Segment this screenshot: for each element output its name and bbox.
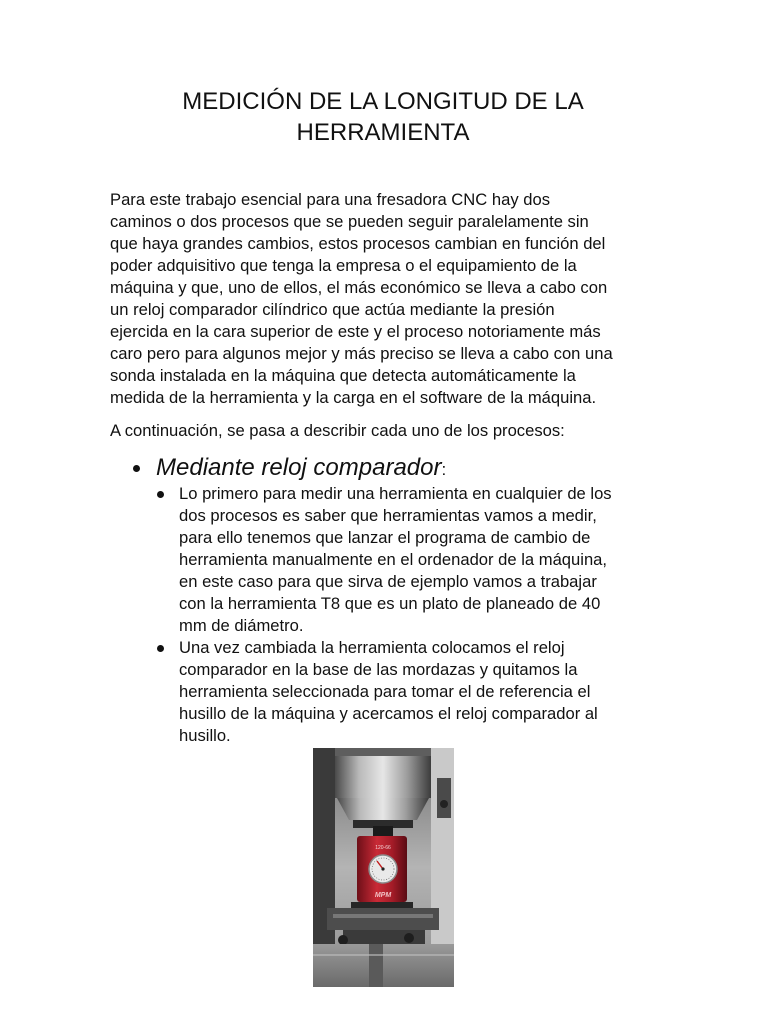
section-heading [156, 452, 446, 486]
vise-bolt-left [338, 935, 348, 945]
vise-jaw-edge [333, 914, 433, 918]
bullet-dot-icon [157, 491, 164, 498]
section-heading-colon: : [441, 460, 447, 479]
list-item-line: mm de diámetro. [179, 616, 304, 635]
intro-line: Para este trabajo esencial para una fresadora CNC hay dos [110, 190, 550, 209]
gauge-plunger [373, 826, 393, 836]
gauge-label-top: 120-66 [375, 845, 391, 851]
title-line: HERRAMIENTA [296, 119, 470, 146]
dial-gauge-photo [313, 748, 454, 987]
list-item-line: para ello tenemos que lanzar el programa de cambio de [179, 528, 591, 547]
intro-line: poder adquisitivo que tenga la empresa o el equipamiento de la [110, 256, 577, 275]
vise-jaws [327, 908, 439, 930]
list-item-text [179, 637, 598, 747]
intro-line: caro pero para algunos mejor y más preciso se lleva a cabo con una [110, 344, 613, 363]
list-item-line: en este caso para que sirva de ejemplo vamos a trabajar [179, 572, 597, 591]
section-heading-bullet [110, 452, 670, 484]
list-item-line: dos procesos es saber que herramientas vamos a medir, [179, 506, 597, 525]
dial-gauge-photo-illustration [313, 748, 454, 987]
spindle-top-ring [335, 748, 431, 756]
gauge-needle-hub [381, 867, 384, 870]
intro-line: máquina y que, uno de ellos, el más económico se lleva a cabo con [110, 278, 608, 297]
continuation-paragraph: A continuación, se pasa a describir cada uno de los procesos: [110, 421, 565, 440]
list-item-text [179, 483, 612, 637]
table-slot [369, 944, 383, 987]
intro-line: caminos o dos procesos que se pueden seguir paralelamente sin [110, 212, 589, 231]
table-highlight [313, 954, 454, 956]
intro-line: un reloj comparador cilíndrico que actúa mediante la presión [110, 300, 555, 319]
machine-bracket [437, 778, 451, 818]
list-item-line: con la herramienta T8 que es un plato de planeado de 40 [179, 594, 601, 613]
intro-line: ejercida en la cara superior de este y el proceso notoriamente más [110, 322, 601, 341]
list-item-line: Una vez cambiada la herramienta colocamos el reloj [179, 638, 565, 657]
title-line: MEDICIÓN DE LA LONGITUD DE LA [182, 88, 584, 115]
intro-line: sonda instalada en la máquina que detecta automáticamente la [110, 366, 576, 385]
bullet-dot-icon [133, 465, 140, 472]
list-item-line: herramienta manualmente en el ordenador de la máquina, [179, 550, 608, 569]
intro-line: medida de la herramienta y la carga en el software de la máquina. [110, 388, 597, 407]
bullet-dot-icon [157, 645, 164, 652]
list-item-line: husillo de la máquina y acercamos el reloj comparador al [179, 704, 598, 723]
list-item-line: herramienta seleccionada para tomar el de referencia el [179, 682, 591, 701]
vise-bolt-right [404, 933, 414, 943]
list-item-line: Lo primero para medir una herramienta en cualquier de los [179, 484, 612, 503]
document-title [110, 86, 656, 148]
list-item-line: husillo. [179, 726, 231, 745]
list-item-line: comparador en la base de las mordazas y quitamos la [179, 660, 578, 679]
section-heading-text: Mediante reloj comparador [156, 454, 442, 481]
machine-table [313, 944, 454, 987]
intro-line: que haya grandes cambios, estos procesos cambian en función del [110, 234, 606, 253]
spindle-nose [337, 798, 429, 820]
gauge-brand-label: MPM [374, 892, 392, 899]
intro-paragraph [110, 189, 670, 409]
bracket-bolt [440, 800, 448, 808]
